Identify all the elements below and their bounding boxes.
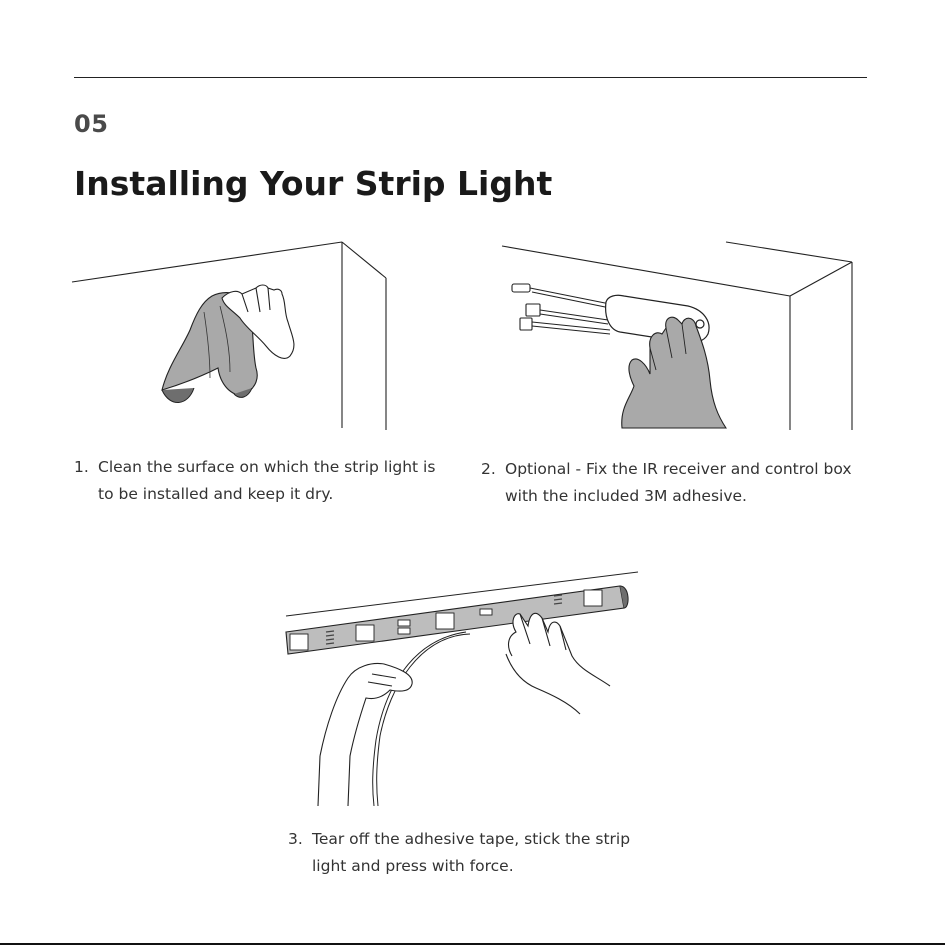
illustration-clean-surface bbox=[70, 238, 390, 433]
step-1 bbox=[74, 454, 454, 508]
page-title: Installing Your Strip Light bbox=[74, 164, 553, 203]
left-hand-icon bbox=[318, 664, 412, 806]
step-text: Optional - Fix the IR receiver and control box with the included 3M adhesive. bbox=[505, 460, 852, 505]
step-number: 3. bbox=[288, 830, 303, 848]
led-strip-icon bbox=[286, 586, 628, 654]
connector-icon bbox=[512, 284, 540, 330]
step-2 bbox=[481, 456, 881, 510]
step-number: 2. bbox=[481, 460, 496, 478]
step-text: Clean the surface on which the strip light is to be installed and keep it dry. bbox=[98, 458, 436, 503]
page-number: 05 bbox=[74, 110, 109, 138]
illustration-control-box bbox=[500, 238, 860, 433]
adhesive-tape-icon bbox=[373, 632, 470, 806]
right-hand-icon bbox=[506, 613, 610, 714]
step-text: Tear off the adhesive tape, stick the strip light and press with force. bbox=[312, 830, 631, 875]
illustration-strip-light bbox=[280, 566, 645, 811]
step-3 bbox=[288, 826, 658, 880]
header-rule bbox=[74, 77, 867, 78]
step-number: 1. bbox=[74, 458, 89, 476]
cable-icon bbox=[530, 288, 610, 334]
